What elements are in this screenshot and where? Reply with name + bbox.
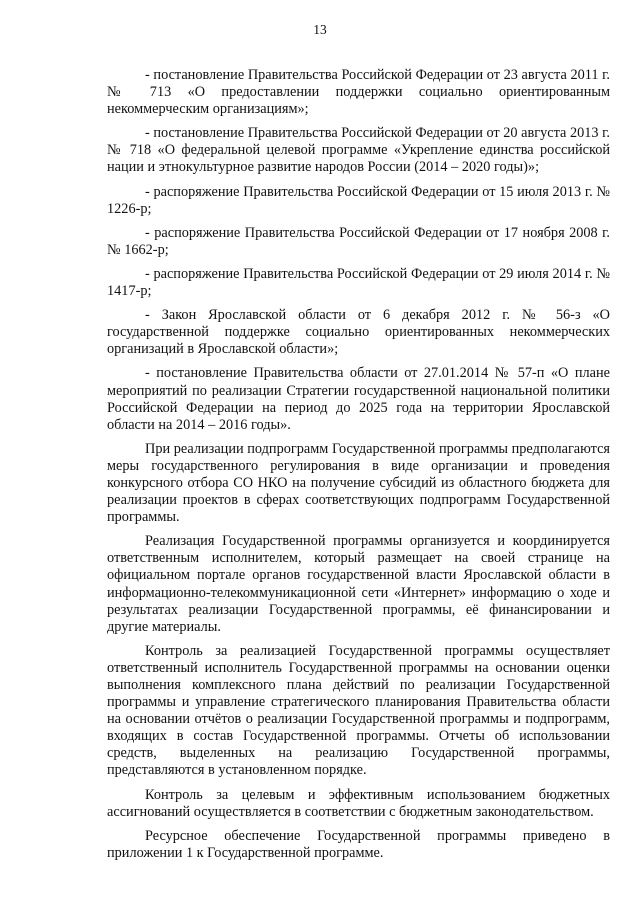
paragraph-program-coordination: Реализация Государственной программы организуется и координируется ответственным исполнителем, который размещает на своей странице на официальном портале органов государственной власти Ярославской области в информационно-телекоммуникационной сети «Интернет» информацию о ходе и результатах реализации Государственной программы, её финансировании и другие материалы. bbox=[107, 533, 610, 635]
list-item-order-1662: - распоряжение Правительства Российской Федерации от 17 ноября 2008 г. № 1662-р; bbox=[107, 224, 610, 258]
paragraph-program-control: Контроль за реализацией Государственной программы осуществляет ответственный исполнитель Государственной программы на основании оценки выполнения комплексного плана действий по реализации Государственной программы и управление стратегического планирования Правительства области на основании отчётов о реализации Государственной программы и подпрограмм, входящих в состав Государственной программы. Отчеты об использовании средств, выделенных на реализацию Государственной программы, представляются в установленном порядке. bbox=[107, 642, 610, 779]
paragraph-regulation-measures: При реализации подпрограмм Государственной программы предполагаются меры государственного регулирования в виде организации и проведения конкурсного отбора СО НКО на получение субсидий из областного бюджета для реализации проектов в сферах соответствующих подпрограмм Государственной программы. bbox=[107, 440, 610, 526]
document-body bbox=[107, 67, 610, 862]
list-item-law-56: - Закон Ярославской области от 6 декабря 2012 г. № 56-з «О государственной поддержке социально ориентированных некоммерческих организаций в Ярославской области»; bbox=[107, 307, 610, 358]
list-item-order-1417: - распоряжение Правительства Российской Федерации от 29 июля 2014 г. № 1417-р; bbox=[107, 265, 610, 300]
list-item-resolution-57: - постановление Правительства области от 27.01.2014 № 57-п «О плане мероприятий по реализации Стратегии государственной национальной политики Российской Федерации на период до 2025 года на территории Ярославской области на 2014 – 2016 годы». bbox=[107, 365, 610, 433]
list-item-resolution-713: - постановление Правительства Российской Федерации от 23 августа 2011 г. № 713 «О предоставлении поддержки социально ориентированным некоммерческим организациям»; bbox=[107, 67, 610, 118]
paragraph-budget-control: Контроль за целевым и эффективным использованием бюджетных ассигнований осуществляется в соответствии с бюджетным законодательством. bbox=[107, 786, 610, 820]
list-item-resolution-718: - постановление Правительства Российской Федерации от 20 августа 2013 г. № 718 «О федеральной целевой программе «Укрепление единства российской нации и этнокультурное развитие народов России (2014 – 2020 годы)»; bbox=[107, 125, 610, 176]
paragraph-resource-provision: Ресурсное обеспечение Государственной программы приведено в приложении 1 к Государственной программе. bbox=[107, 827, 610, 861]
page-number: 13 bbox=[313, 22, 327, 37]
list-item-order-1226: - распоряжение Правительства Российской Федерации от 15 июля 2013 г. № 1226-р; bbox=[107, 183, 610, 217]
